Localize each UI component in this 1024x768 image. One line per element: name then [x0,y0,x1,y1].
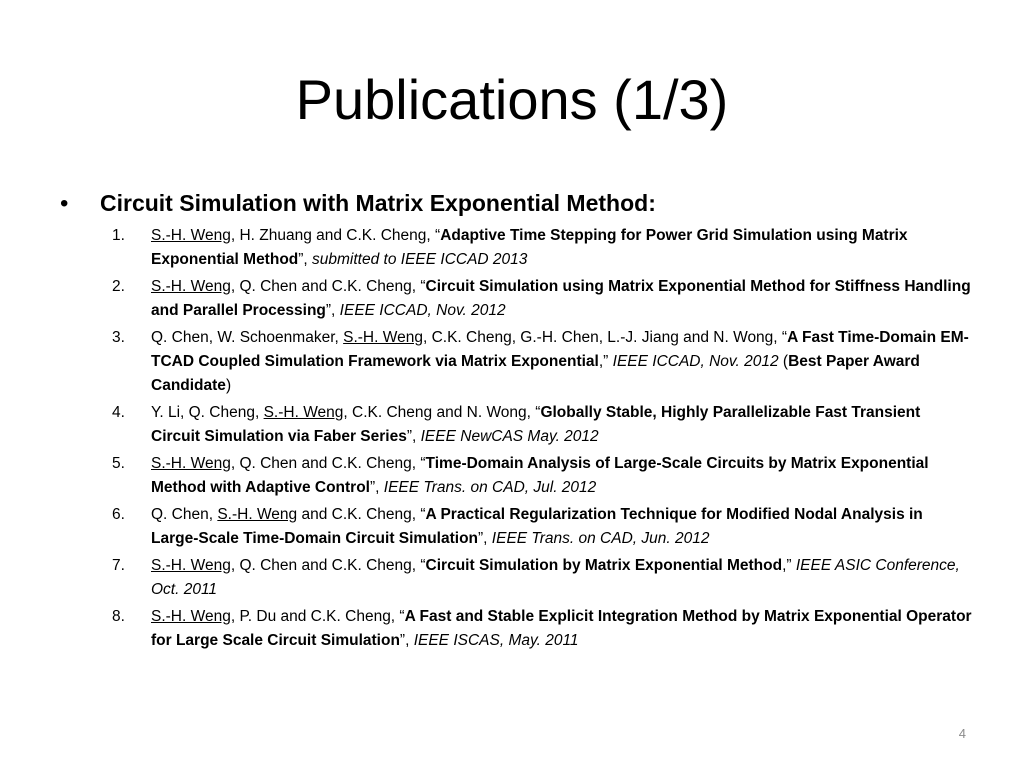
publication-title: A Practical Regularization Technique for Modified Nodal Analysis in Large-Scale Time-Domain Circuit Simulation [151,506,923,547]
publication-text [151,605,972,653]
publication-list [112,224,972,656]
authors-after: , P. Du and C.K. Cheng, “ [230,608,405,625]
publication-item [112,605,972,653]
publication-number: 8. [112,608,125,625]
title-separator: ”, [478,530,492,547]
publication-item [112,452,972,500]
slide-title: Publications (1/3) [295,68,729,131]
publication-venue: IEEE ASIC Conference, Oct. 2011 [151,557,960,598]
publication-text [151,452,972,500]
self-author: S.-H. Weng [151,227,231,244]
publication-title: Time-Domain Analysis of Large-Scale Circuits by Matrix Exponential Method with Adaptive Control [151,455,929,496]
page-number: 4 [958,726,966,741]
authors-before: Q. Chen, [151,506,218,523]
publication-text [151,224,972,272]
self-author: S.-H. Weng [151,557,231,574]
title-separator: ”, [325,302,340,319]
publication-text [151,326,972,398]
publication-title: Circuit Simulation using Matrix Exponential Method for Stiffness Handling and Parallel Processing [151,278,971,319]
title-separator: ,” [782,557,796,574]
authors-after: , Q. Chen and C.K. Cheng, “ [230,557,426,574]
publication-title: A Fast Time-Domain EM-TCAD Coupled Simulation Framework via Matrix Exponential [151,329,969,370]
authors-after: , C.K. Cheng, G.-H. Chen, L.-J. Jiang and N. Wong, “ [422,329,788,346]
title-separator: ”, [406,428,421,445]
authors-after: , Q. Chen and C.K. Cheng, “ [230,455,426,472]
award-open: ( [778,353,789,370]
publication-venue: IEEE NewCAS May. 2012 [420,428,599,445]
self-author: S.-H. Weng [151,608,231,625]
publication-title: Circuit Simulation by Matrix Exponential Method [425,557,783,574]
publication-number: 5. [112,455,125,472]
self-author: S.-H. Weng [151,455,231,472]
authors-after: , C.K. Cheng and N. Wong, “ [343,404,541,421]
title-separator: ”, [370,479,384,496]
publication-number: 3. [112,329,125,346]
publication-venue: IEEE ISCAS, May. 2011 [413,632,579,649]
section-bullet [60,186,980,221]
publication-venue: submitted to IEEE ICCAD 2013 [312,251,528,268]
authors-before: Y. Li, Q. Cheng, [151,404,264,421]
publication-item [112,554,972,602]
publication-number: 1. [112,227,125,244]
publication-item [112,503,972,551]
title-separator: ,” [598,353,613,370]
authors-after: and C.K. Cheng, “ [297,506,426,523]
publication-title: A Fast and Stable Explicit Integration Method by Matrix Exponential Operator for Large Scale Circuit Simulation [151,608,972,649]
self-author: S.-H. Weng [217,506,298,523]
authors-before: Q. Chen, W. Schoenmaker, [151,329,344,346]
section-heading: Circuit Simulation with Matrix Exponential Method: [100,190,656,216]
publication-number: 2. [112,278,125,295]
publication-venue: IEEE ICCAD, Nov. 2012 [612,353,779,370]
publication-title: Adaptive Time Stepping for Power Grid Simulation using Matrix Exponential Method [151,227,908,268]
publication-item [112,326,972,398]
publication-item [112,401,972,449]
publication-number: 4. [112,404,125,421]
publication-number: 6. [112,506,125,523]
award-note: Best Paper Award Candidate [151,353,920,394]
publication-text [151,554,972,602]
publication-title: Globally Stable, Highly Parallelizable Fast Transient Circuit Simulation via Faber Series [151,404,921,445]
publication-venue: IEEE Trans. on CAD, Jun. 2012 [491,530,710,547]
publication-text [151,503,972,551]
publication-venue: IEEE Trans. on CAD, Jul. 2012 [383,479,597,496]
publication-text [151,275,972,323]
self-author: S.-H. Weng [263,404,344,421]
self-author: S.-H. Weng [343,329,423,346]
authors-after: , Q. Chen and C.K. Cheng, “ [230,278,426,295]
award-close: ) [225,377,232,394]
bullet-dot-icon: • [60,190,69,217]
publication-item [112,275,972,323]
publication-item [112,224,972,272]
publication-number: 7. [112,557,125,574]
title-separator: ”, [399,632,414,649]
publication-venue: IEEE ICCAD, Nov. 2012 [339,302,506,319]
publication-text [151,401,972,449]
title-separator: ”, [298,251,313,268]
self-author: S.-H. Weng [151,278,231,295]
authors-after: , H. Zhuang and C.K. Cheng, “ [230,227,441,244]
